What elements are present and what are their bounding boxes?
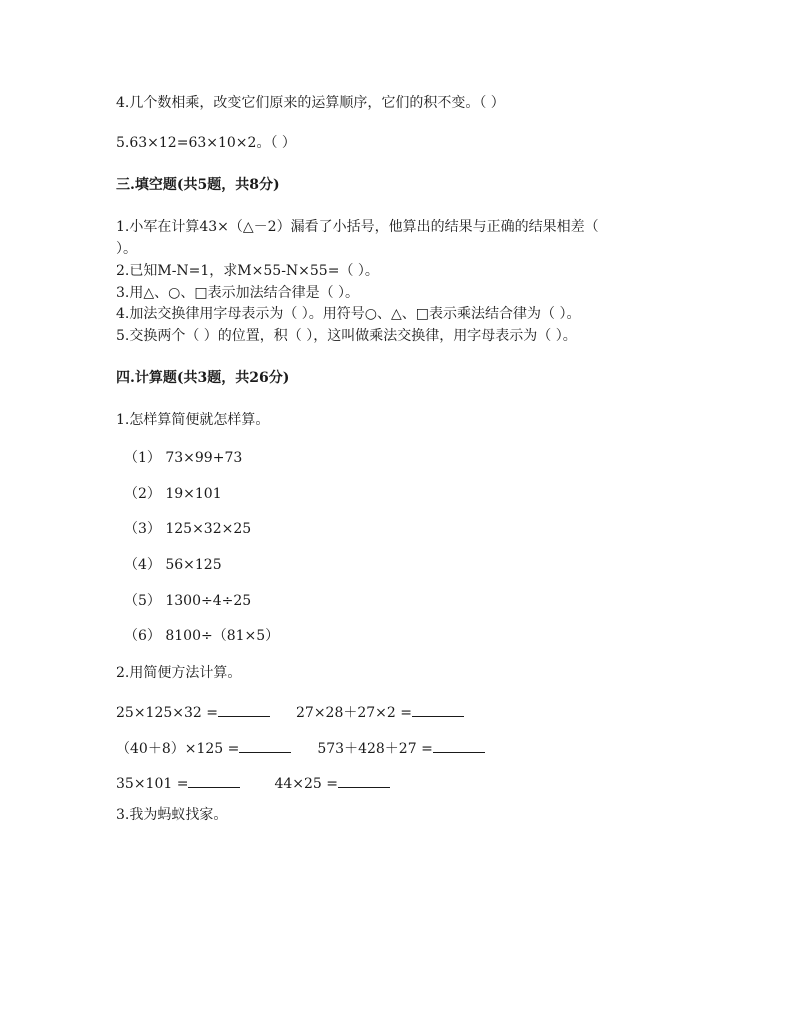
calc-item-5: （5） 1300÷4÷25: [124, 593, 252, 609]
judge-q4: 4.几个数相乘，改变它们原来的运算顺序，它们的积不变。（ ）: [116, 95, 505, 111]
calc-q1: 1.怎样算简便就怎样算。: [116, 412, 270, 428]
expr-1a: 25×125×32 =: [116, 705, 218, 721]
answer-blank[interactable]: [188, 773, 240, 788]
calc-q3: 3.我为蚂蚁找家。: [116, 807, 228, 823]
answer-blank[interactable]: [433, 738, 485, 753]
calc-item-6: （6） 8100÷（81×5）: [124, 628, 280, 644]
judge-q5: 5.63×12=63×10×2。（ ）: [116, 135, 296, 151]
calc-item-4: （4） 56×125: [124, 557, 222, 573]
calc-item-2: （2） 19×101: [124, 486, 222, 502]
fill-q1-line1: 1.小军在计算43×（△－2）漏看了小括号，他算出的结果与正确的结果相差（: [116, 219, 599, 235]
answer-blank[interactable]: [338, 773, 390, 788]
calc-item-3: （3） 125×32×25: [124, 521, 252, 537]
expr-row-1: [116, 702, 464, 722]
calc-q2: 2.用简便方法计算。: [116, 665, 242, 681]
fill-q4: 4.加法交换律用字母表示为（ ）。用符号○、△、□表示乘法结合律为（ ）。: [116, 306, 581, 322]
fill-q5: 5.交换两个（ ）的位置，积（ ），这叫做乘法交换律，用字母表示为（ ）。: [116, 328, 577, 344]
expr-3b: 44×25 =: [274, 776, 338, 792]
expr-1b: 27×28＋27×2 =: [296, 705, 412, 721]
answer-blank[interactable]: [239, 738, 291, 753]
section3-title: 三.填空题(共5题，共8分): [116, 177, 280, 193]
expr-row-3: [116, 773, 390, 793]
answer-blank[interactable]: [412, 702, 464, 717]
expr-3a: 35×101 =: [116, 776, 189, 792]
expr-2b: 573＋428＋27 =: [317, 741, 433, 757]
fill-q1-line2: ）。: [116, 241, 137, 257]
answer-blank[interactable]: [218, 702, 270, 717]
section4-title: 四.计算题(共3题，共26分): [116, 370, 290, 386]
expr-2a: （40＋8）×125 =: [116, 741, 240, 757]
fill-q2: 2.已知M-N=1，求M×55-N×55=（ ）。: [116, 263, 379, 279]
calc-item-1: （1） 73×99+73: [124, 450, 243, 466]
fill-q3: 3.用△、○、□表示加法结合律是（ ）。: [116, 285, 360, 301]
expr-row-2: [116, 738, 485, 758]
